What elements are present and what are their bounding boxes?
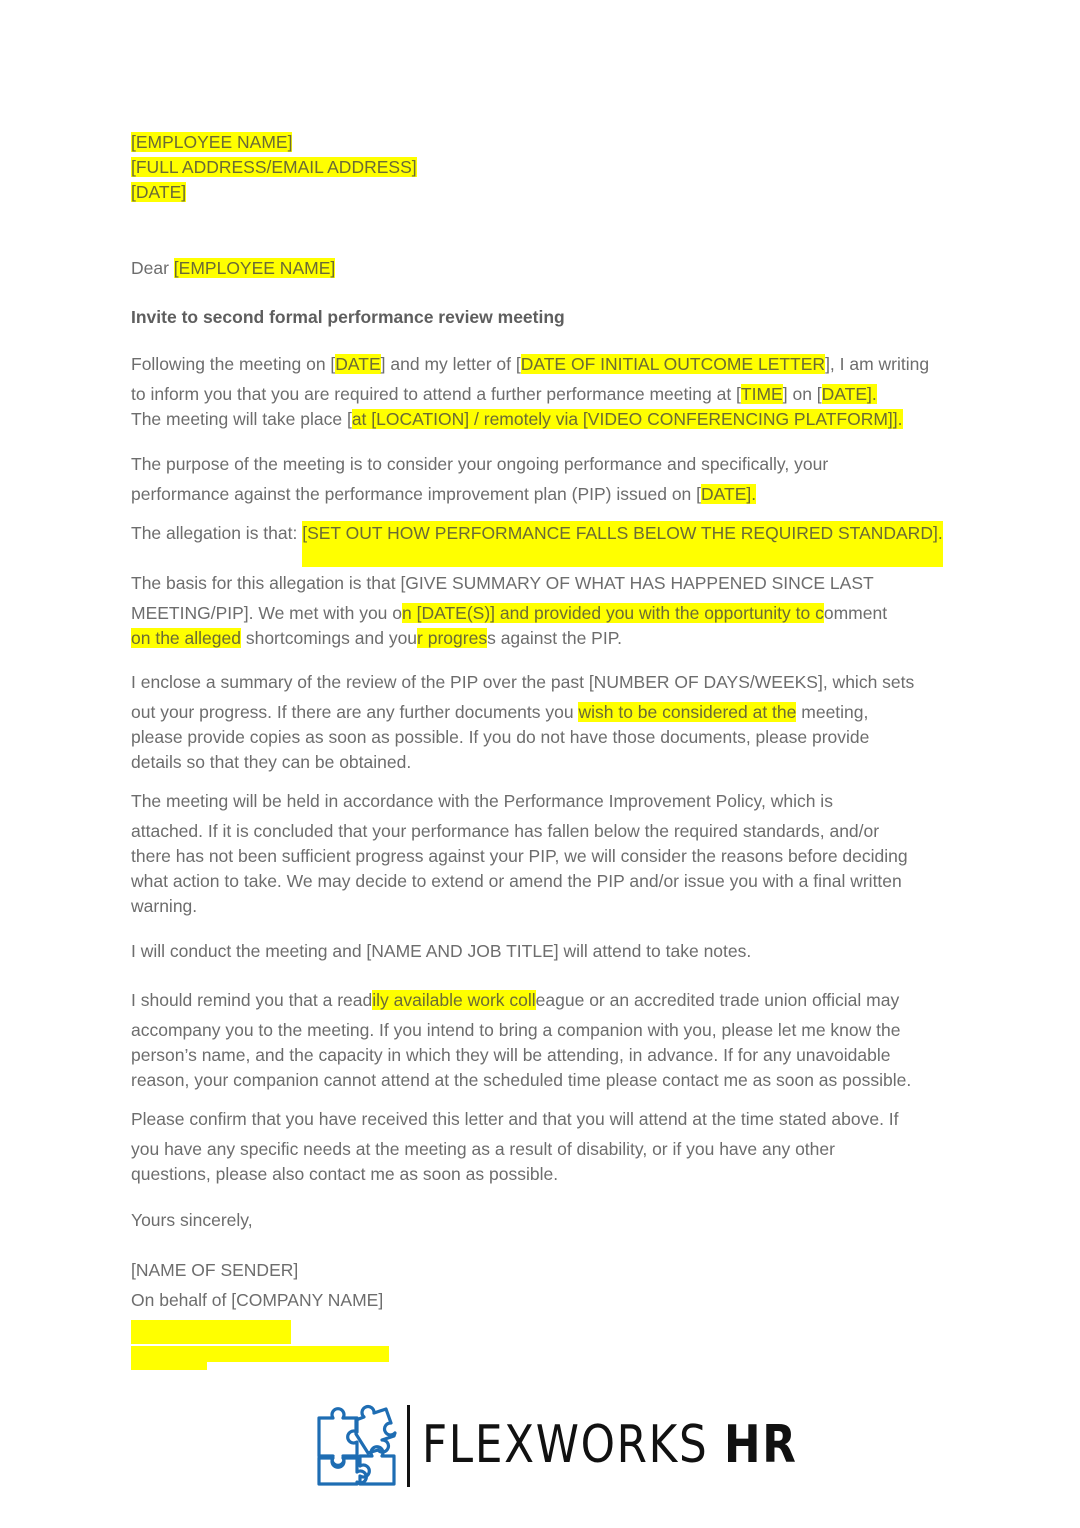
- salutation-name: [EMPLOYEE NAME]: [173, 258, 336, 278]
- paragraph-purpose: [131, 452, 961, 507]
- paragraph-line: [131, 601, 961, 626]
- paragraph-line: warning.: [131, 896, 198, 916]
- logo-brand: FLEXWORKS: [422, 1415, 709, 1475]
- puzzle-logo-icon: [316, 1404, 400, 1488]
- paragraph-summary: [131, 670, 961, 775]
- recipient-address-placeholder: [FULL ADDRESS/EMAIL ADDRESS]: [131, 157, 417, 177]
- paragraph-policy: [131, 789, 961, 919]
- text-segment: I should remind you that a read: [131, 990, 373, 1010]
- text-segment: The allegation is that:: [131, 523, 303, 543]
- paragraph-line: [131, 382, 961, 407]
- paragraph-line: person’s name, and the capacity in which they will be attending, in advance. If for any unavoidable: [131, 1045, 891, 1065]
- closing: Yours sincerely,: [131, 1210, 253, 1230]
- paragraph-line: I enclose a summary of the review of the PIP over the past [NUMBER OF DAYS/WEEKS], which sets: [131, 672, 915, 692]
- logo-suffix: HR: [723, 1415, 798, 1475]
- letter-subject: Invite to second formal performance review meeting: [131, 307, 565, 327]
- pip-date-placeholder: DATE].: [701, 484, 757, 504]
- highlighted-segment: wish to be considered at the: [578, 702, 797, 722]
- text-segment: MEETING/PIP]. We met with you o: [131, 603, 403, 623]
- text-segment: meeting,: [796, 702, 869, 722]
- recipient-address: [131, 156, 417, 178]
- allegation-placeholder: [SET OUT HOW PERFORMANCE FALLS BELOW THE REQUIRED STANDARD].: [302, 521, 942, 567]
- paragraph-line: [131, 482, 961, 507]
- paragraph-line: questions, please also contact me as soon as possible.: [131, 1164, 559, 1184]
- highlighted-segment: ily available work coll: [372, 990, 536, 1010]
- paragraph-line: [131, 988, 961, 1013]
- paragraph-line: details so that they can be obtained.: [131, 752, 412, 772]
- letter-date-placeholder: [DATE]: [131, 182, 187, 202]
- paragraph-line: [131, 352, 961, 377]
- paragraph-line: [131, 626, 961, 651]
- recipient-name: [131, 131, 292, 153]
- recipient-name-placeholder: [EMPLOYEE NAME]: [131, 132, 293, 152]
- logo-divider: [407, 1405, 410, 1487]
- paragraph-conduct: [131, 939, 961, 964]
- paragraph-line: you have any specific needs at the meeting as a result of disability, or if you have any other: [131, 1139, 835, 1159]
- text-segment: to inform you that you are required to attend a further performance meeting at [: [131, 384, 741, 404]
- text-segment: performance against the performance improvement plan (PIP) issued on [: [131, 484, 702, 504]
- time-placeholder: TIME: [740, 384, 783, 404]
- paragraph-line: what action to take. We may decide to extend or amend the PIP and/or issue you with a final written: [131, 871, 902, 891]
- paragraph-line: The purpose of the meeting is to consider your ongoing performance and specifically, your: [131, 454, 829, 474]
- text-segment: eague or an accredited trade union official may: [535, 990, 900, 1010]
- paragraph-allegation: [131, 521, 961, 567]
- paragraph-line: Please confirm that you have received this letter and that you will attend at the time stated above. If: [131, 1109, 899, 1129]
- paragraph-confirm: [131, 1107, 961, 1187]
- text-segment: The meeting will take place [: [131, 409, 352, 429]
- logo-wordmark: [422, 1410, 798, 1480]
- location-placeholder: at [LOCATION] / remotely via [VIDEO CONFERENCING PLATFORM]: [351, 409, 893, 429]
- text-segment: ] on [: [782, 384, 822, 404]
- paragraph-line: [131, 407, 961, 432]
- paragraph-line: attached. If it is concluded that your performance has fallen below the required standards, and/or: [131, 821, 880, 841]
- paragraph-basis: [131, 571, 961, 651]
- text-segment: ].: [892, 409, 903, 429]
- text-segment: shortcomings and you: [240, 628, 418, 648]
- paragraph-line: accompany you to the meeting. If you intend to bring a companion with you, please let me know the: [131, 1020, 901, 1040]
- sender-name: [NAME OF SENDER]: [131, 1260, 299, 1280]
- text-segment: Following the meeting on [: [131, 354, 336, 374]
- paragraph-line: reason, your companion cannot attend at the scheduled time please contact me as soon as possible.: [131, 1070, 912, 1090]
- paragraph-line: The basis for this allegation is that [GIVE SUMMARY OF WHAT HAS HAPPENED SINCE LAST: [131, 573, 874, 593]
- paragraph-line: please provide copies as soon as possible. If you do not have those documents, please provide: [131, 727, 870, 747]
- sender-company: On behalf of [COMPANY NAME]: [131, 1290, 384, 1310]
- paragraph-meeting-details: [131, 352, 961, 432]
- paragraph-line: The meeting will be held in accordance with the Performance Improvement Policy, which is: [131, 791, 833, 811]
- paragraph-companion: [131, 988, 961, 1093]
- salutation-dear: Dear: [131, 258, 174, 278]
- date-placeholder: DATE: [335, 354, 381, 374]
- signature-highlight: [131, 1362, 207, 1370]
- highlighted-segment: r progres: [417, 628, 488, 648]
- text-segment: out your progress. If there are any further documents you: [131, 702, 579, 722]
- outcome-letter-date-placeholder: DATE OF INITIAL OUTCOME LETTER: [520, 354, 826, 374]
- highlighted-segment: n [DATE(S)] and provided you with the opportunity to c: [402, 603, 824, 623]
- text-segment: s against the PIP.: [487, 628, 622, 648]
- highlighted-segment: on the alleged: [131, 628, 241, 648]
- letter-date: [131, 181, 186, 203]
- text-segment: omment: [823, 603, 888, 623]
- signature-highlight: [131, 1320, 291, 1344]
- text-segment: ], I am writing: [825, 354, 930, 374]
- text-segment: ] and my letter of [: [380, 354, 521, 374]
- salutation: [131, 257, 335, 279]
- date-placeholder: DATE].: [821, 384, 877, 404]
- paragraph-line: I will conduct the meeting and [NAME AND JOB TITLE] will attend to take notes.: [131, 941, 752, 961]
- paragraph-line: there has not been sufficient progress against your PIP, we will consider the reasons before deciding: [131, 846, 908, 866]
- paragraph-line: [131, 700, 961, 725]
- paragraph-line: [131, 521, 961, 567]
- signature-highlight: [131, 1346, 389, 1362]
